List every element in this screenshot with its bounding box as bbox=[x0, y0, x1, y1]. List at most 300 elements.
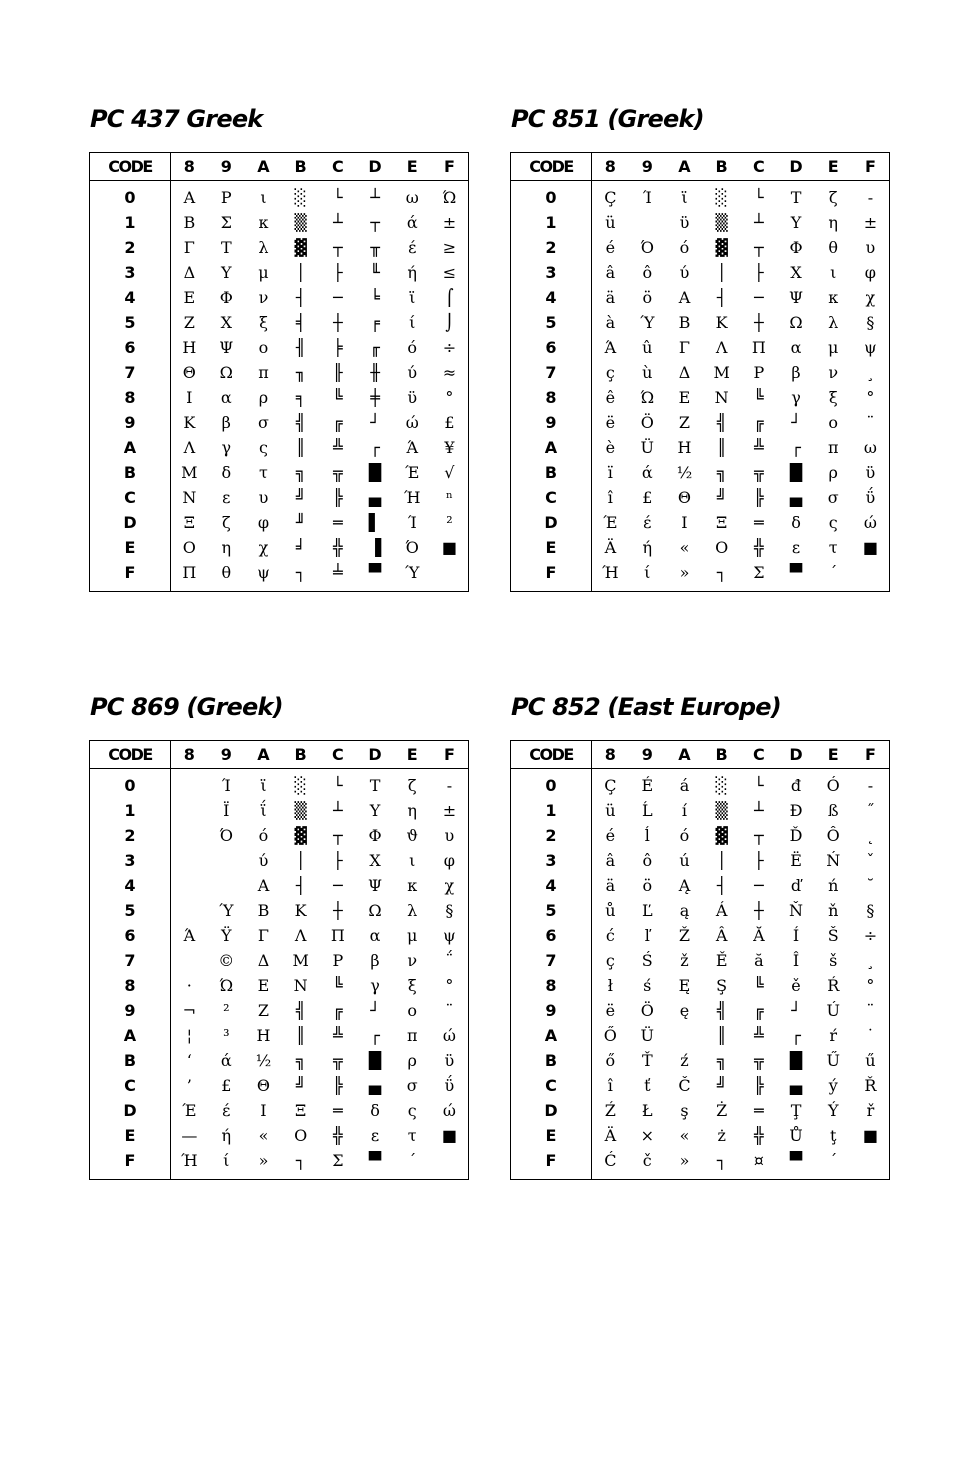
character-cell: ─ bbox=[333, 876, 343, 895]
character-cell: Ω bbox=[219, 363, 233, 382]
character-cell: ψ bbox=[257, 563, 270, 582]
character-cell bbox=[171, 848, 208, 873]
row-code: 3 bbox=[90, 260, 171, 285]
code-column-header: CODE bbox=[511, 741, 592, 769]
column-header-row bbox=[511, 741, 889, 769]
character-cell: λ bbox=[828, 313, 839, 332]
character-cell: ˙ bbox=[866, 1026, 875, 1045]
character-cell: ç bbox=[605, 363, 615, 382]
column-header: 8 bbox=[171, 153, 208, 181]
character-cell: ╠ bbox=[754, 1076, 764, 1095]
character-cell: Ř bbox=[864, 1076, 877, 1095]
character-cell: ░ bbox=[715, 776, 728, 795]
character-cell: Ä bbox=[604, 1126, 617, 1145]
character-cell: Έ bbox=[405, 463, 420, 482]
character-cell: ▄ bbox=[789, 1076, 803, 1095]
character-cell: ▓ bbox=[715, 238, 728, 257]
character-cell: ε bbox=[791, 538, 801, 557]
character-cell: ┴ bbox=[754, 801, 764, 820]
character-cell: Χ bbox=[790, 263, 802, 282]
character-cell: ο bbox=[828, 413, 839, 432]
character-cell bbox=[171, 873, 208, 898]
character-cell: Ö bbox=[640, 1001, 654, 1020]
character-cell: « bbox=[258, 1126, 269, 1145]
character-cell: ┘ bbox=[370, 1001, 380, 1020]
table-row bbox=[90, 560, 468, 591]
column-header: C bbox=[740, 741, 777, 769]
character-cell: Γ bbox=[257, 926, 270, 945]
character-cell: μ bbox=[828, 338, 839, 357]
character-cell: Φ bbox=[368, 826, 382, 845]
character-cell: κ bbox=[407, 876, 418, 895]
table-row bbox=[90, 535, 468, 560]
character-cell: ╞ bbox=[333, 338, 343, 357]
character-cell: ┌ bbox=[370, 438, 380, 457]
column-header-row bbox=[511, 153, 889, 181]
character-cell: ╘ bbox=[370, 288, 380, 307]
character-cell: Ď bbox=[789, 826, 803, 845]
character-cell: Ů bbox=[789, 1126, 803, 1145]
character-cell: Ť bbox=[641, 1051, 653, 1070]
character-cell: û bbox=[642, 338, 653, 357]
character-cell: Ρ bbox=[220, 188, 232, 207]
row-code: 4 bbox=[90, 873, 171, 898]
table-row bbox=[90, 310, 468, 335]
character-cell: ■ bbox=[862, 1126, 878, 1145]
row-code: F bbox=[90, 1148, 171, 1179]
character-cell: ▄ bbox=[368, 1076, 382, 1095]
character-cell: ─ bbox=[333, 288, 343, 307]
table-row bbox=[511, 335, 889, 360]
character-cell: ° bbox=[445, 388, 454, 407]
character-cell: ϑ bbox=[406, 826, 418, 845]
character-cell: ╛ bbox=[295, 538, 306, 557]
character-cell: Ű bbox=[826, 1051, 840, 1070]
character-cell: ╣ bbox=[295, 413, 306, 432]
row-code: 6 bbox=[511, 923, 592, 948]
character-cell: Ϋ bbox=[221, 926, 232, 945]
table-row bbox=[90, 1148, 468, 1179]
character-cell: — bbox=[181, 1126, 198, 1145]
row-code: 5 bbox=[511, 898, 592, 923]
table-row bbox=[90, 848, 468, 873]
column-header: 8 bbox=[592, 741, 629, 769]
column-header: C bbox=[740, 153, 777, 181]
character-cell bbox=[852, 1148, 889, 1179]
table-row bbox=[511, 435, 889, 460]
character-cell: Δ bbox=[678, 363, 691, 382]
table-row bbox=[90, 823, 468, 848]
character-cell: £ bbox=[221, 1076, 232, 1095]
character-cell: υ bbox=[865, 238, 876, 257]
row-code: 8 bbox=[90, 385, 171, 410]
character-cell: ν bbox=[407, 951, 418, 970]
character-cell: ε bbox=[222, 488, 231, 507]
character-cell: ╚ bbox=[754, 388, 764, 407]
table-row bbox=[511, 181, 889, 211]
character-cell: ┴ bbox=[333, 801, 343, 820]
row-code: 1 bbox=[90, 798, 171, 823]
column-header: F bbox=[852, 741, 889, 769]
character-cell: ■ bbox=[441, 538, 457, 557]
table-row bbox=[90, 1023, 468, 1048]
character-cell: Μ bbox=[181, 463, 198, 482]
character-cell: ≈ bbox=[442, 363, 457, 382]
character-cell: Ν bbox=[293, 976, 308, 995]
character-cell: ┬ bbox=[754, 826, 764, 845]
character-cell: ³ bbox=[223, 1026, 230, 1045]
character-cell: ╩ bbox=[333, 438, 343, 457]
character-cell: ║ bbox=[295, 438, 306, 457]
character-cell: ś bbox=[643, 976, 652, 995]
character-cell: Ę bbox=[678, 976, 691, 995]
character-cell: ± bbox=[863, 213, 878, 232]
character-cell: κ bbox=[258, 213, 269, 232]
column-header: E bbox=[815, 153, 852, 181]
character-cell: ĺ bbox=[644, 826, 650, 845]
table-row bbox=[511, 260, 889, 285]
row-code: 6 bbox=[511, 335, 592, 360]
character-cell: ╢ bbox=[295, 338, 306, 357]
character-cell: â bbox=[605, 851, 616, 870]
character-cell: ▒ bbox=[294, 213, 307, 232]
column-header: F bbox=[431, 153, 468, 181]
character-cell: Τ bbox=[790, 188, 802, 207]
character-cell: ■ bbox=[441, 1126, 457, 1145]
character-cell: Υ bbox=[369, 801, 381, 820]
character-cell: ½ bbox=[255, 1051, 272, 1070]
character-cell: ¨ bbox=[866, 1001, 875, 1020]
character-cell: Ξ bbox=[295, 1101, 307, 1120]
character-cell: ö bbox=[642, 876, 653, 895]
character-cell: Ώ bbox=[640, 388, 655, 407]
row-code: C bbox=[90, 1073, 171, 1098]
row-code: 7 bbox=[511, 360, 592, 385]
character-cell: Η bbox=[182, 338, 197, 357]
character-cell: │ bbox=[295, 263, 306, 282]
row-code: E bbox=[511, 1123, 592, 1148]
character-cell: Θ bbox=[182, 363, 196, 382]
character-cell: » bbox=[679, 1151, 690, 1170]
character-cell: ϊ bbox=[260, 776, 267, 795]
row-code: B bbox=[511, 1048, 592, 1073]
character-cell: Α bbox=[183, 188, 196, 207]
character-cell: é bbox=[605, 238, 616, 257]
character-cell: Ζ bbox=[678, 413, 691, 432]
character-cell: ¦ bbox=[186, 1026, 193, 1045]
table-row bbox=[90, 898, 468, 923]
table-row bbox=[511, 1148, 889, 1179]
table-row bbox=[511, 948, 889, 973]
character-cell: Ζ bbox=[257, 1001, 270, 1020]
character-cell: ² bbox=[223, 1001, 230, 1020]
character-cell: ’ bbox=[186, 1076, 192, 1095]
character-cell: ± bbox=[442, 801, 457, 820]
row-code: 0 bbox=[90, 769, 171, 799]
character-cell: Ί bbox=[407, 513, 417, 532]
column-header: 9 bbox=[208, 153, 245, 181]
character-cell: Υ bbox=[790, 213, 802, 232]
character-cell: ┼ bbox=[333, 901, 343, 920]
character-cell: î bbox=[607, 1076, 613, 1095]
character-cell: £ bbox=[444, 413, 455, 432]
table-title: PC 869 (Greek) bbox=[90, 693, 283, 721]
table-row bbox=[511, 310, 889, 335]
character-cell: υ bbox=[444, 826, 455, 845]
character-cell: Ľ bbox=[641, 901, 653, 920]
table-row bbox=[511, 973, 889, 998]
character-cell bbox=[171, 898, 208, 923]
character-cell bbox=[629, 210, 666, 235]
row-code: A bbox=[511, 435, 592, 460]
character-cell: Ι bbox=[681, 513, 688, 532]
character-cell: │ bbox=[716, 263, 727, 282]
table-row bbox=[511, 385, 889, 410]
character-cell: ┬ bbox=[754, 238, 764, 257]
character-cell: Ź bbox=[604, 1101, 616, 1120]
table-row bbox=[511, 510, 889, 535]
character-cell: ρ bbox=[258, 388, 269, 407]
table-row bbox=[90, 335, 468, 360]
character-cell: η bbox=[221, 538, 232, 557]
row-code: 7 bbox=[90, 360, 171, 385]
character-cell: ⁿ bbox=[445, 488, 453, 507]
character-cell: ´ bbox=[829, 563, 838, 582]
table-row bbox=[90, 798, 468, 823]
character-cell: ┐ bbox=[716, 1151, 727, 1170]
character-cell: ΰ bbox=[444, 1076, 455, 1095]
row-code: 6 bbox=[90, 923, 171, 948]
character-cell: ┌ bbox=[791, 1026, 801, 1045]
character-cell bbox=[208, 848, 245, 873]
character-cell: σ bbox=[827, 488, 839, 507]
character-cell: £ bbox=[642, 488, 653, 507]
character-cell: █ bbox=[368, 1051, 382, 1070]
table-row bbox=[90, 998, 468, 1023]
table-row bbox=[90, 1123, 468, 1148]
character-cell: ή bbox=[407, 263, 418, 282]
character-cell: π bbox=[406, 1026, 418, 1045]
character-cell: δ bbox=[791, 513, 801, 532]
character-cell: Θ bbox=[256, 1076, 271, 1095]
row-code: 8 bbox=[90, 973, 171, 998]
character-cell: ─ bbox=[754, 876, 764, 895]
column-header-row bbox=[90, 153, 468, 181]
table-row bbox=[90, 510, 468, 535]
character-cell: « bbox=[679, 1126, 690, 1145]
character-cell: ┤ bbox=[295, 288, 306, 307]
character-cell: Λ bbox=[294, 926, 307, 945]
table-row bbox=[511, 798, 889, 823]
character-cell: ╠ bbox=[333, 488, 343, 507]
column-header: F bbox=[852, 153, 889, 181]
row-code: F bbox=[511, 560, 592, 591]
character-cell: χ bbox=[865, 288, 876, 307]
row-code: D bbox=[511, 1098, 592, 1123]
character-cell: γ bbox=[370, 976, 380, 995]
character-cell: ┴ bbox=[370, 188, 380, 207]
table-row bbox=[90, 181, 468, 211]
character-cell: ľ bbox=[644, 926, 650, 945]
character-cell: ╗ bbox=[716, 463, 727, 482]
character-cell: ς bbox=[258, 438, 268, 457]
character-cell: Γ bbox=[183, 238, 195, 257]
character-cell: ╚ bbox=[333, 388, 343, 407]
character-cell: ν bbox=[828, 363, 839, 382]
character-cell: ‘ bbox=[186, 1051, 192, 1070]
character-cell: ż bbox=[717, 1126, 726, 1145]
character-cell: έ bbox=[222, 1101, 231, 1120]
character-cell: ζ bbox=[828, 188, 838, 207]
character-cell: Ό bbox=[405, 538, 419, 557]
table-row bbox=[90, 1073, 468, 1098]
character-cell: ╧ bbox=[333, 563, 343, 582]
character-cell: χ bbox=[444, 876, 455, 895]
character-cell: ┐ bbox=[295, 563, 306, 582]
character-cell: â bbox=[605, 263, 616, 282]
character-cell: ϋ bbox=[444, 1051, 455, 1070]
character-cell: Ĺ bbox=[641, 801, 653, 820]
character-cell: ╣ bbox=[295, 1001, 306, 1020]
row-code: 5 bbox=[90, 898, 171, 923]
character-cell: γ bbox=[221, 438, 232, 457]
table-row bbox=[511, 360, 889, 385]
character-cell: ░ bbox=[715, 188, 728, 207]
character-cell: ╡ bbox=[295, 313, 306, 332]
character-cell: ň bbox=[828, 901, 839, 920]
character-cell: ╟ bbox=[333, 363, 343, 382]
code-column-header: CODE bbox=[90, 741, 171, 769]
character-cell: č bbox=[642, 1151, 652, 1170]
table-row bbox=[90, 360, 468, 385]
character-cell: ╝ bbox=[716, 488, 727, 507]
character-cell: ä bbox=[605, 288, 616, 307]
character-cell: ï bbox=[607, 463, 613, 482]
character-cell: ü bbox=[605, 801, 616, 820]
character-cell: ┤ bbox=[716, 876, 727, 895]
character-cell: ß bbox=[827, 801, 839, 820]
character-cell: Β bbox=[678, 313, 691, 332]
character-cell: ┌ bbox=[791, 438, 801, 457]
character-cell: ψ bbox=[864, 338, 877, 357]
character-cell: ╩ bbox=[333, 1026, 343, 1045]
table-row bbox=[511, 1098, 889, 1123]
character-cell: Σ bbox=[220, 213, 232, 232]
character-cell: Ρ bbox=[332, 951, 344, 970]
row-code: 0 bbox=[511, 181, 592, 211]
row-code: E bbox=[90, 535, 171, 560]
character-cell: Ä bbox=[604, 538, 617, 557]
character-cell: Ń bbox=[826, 851, 841, 870]
character-cell: ± bbox=[442, 213, 457, 232]
character-cell: - bbox=[867, 188, 874, 207]
character-cell bbox=[171, 769, 208, 799]
character-cell: ύ bbox=[407, 363, 418, 382]
character-cell: ú bbox=[679, 851, 690, 870]
code-column-header: CODE bbox=[90, 153, 171, 181]
character-cell: │ bbox=[716, 851, 727, 870]
character-cell: γ bbox=[791, 388, 801, 407]
character-cell: ╣ bbox=[716, 413, 727, 432]
character-cell: ² bbox=[446, 513, 453, 532]
character-cell: ┼ bbox=[333, 313, 343, 332]
character-cell: Ω bbox=[368, 901, 382, 920]
character-cell: ┬ bbox=[333, 826, 343, 845]
character-cell: Γ bbox=[678, 338, 691, 357]
character-cell: Ü bbox=[640, 1026, 655, 1045]
character-cell: φ bbox=[864, 263, 876, 282]
character-cell: Ν bbox=[714, 388, 729, 407]
character-cell: ═ bbox=[333, 1101, 343, 1120]
row-code: D bbox=[511, 510, 592, 535]
character-cell: ω bbox=[863, 438, 877, 457]
character-cell: ł bbox=[607, 976, 613, 995]
character-cell: ý bbox=[828, 1076, 838, 1095]
character-cell: ΰ bbox=[865, 488, 876, 507]
character-cell: ▀ bbox=[789, 1151, 803, 1170]
character-cell: ¸ bbox=[866, 363, 875, 382]
character-cell: ° bbox=[445, 976, 454, 995]
character-cell: Ύ bbox=[219, 901, 234, 920]
character-cell: ▐ bbox=[368, 538, 382, 557]
character-cell: ╪ bbox=[370, 388, 380, 407]
character-cell: ≥ bbox=[442, 238, 457, 257]
character-cell: ό bbox=[407, 338, 418, 357]
character-cell: έ bbox=[643, 513, 652, 532]
code-table-body bbox=[90, 769, 468, 1180]
character-cell: π bbox=[827, 438, 839, 457]
character-cell: ▀ bbox=[368, 563, 382, 582]
character-cell: █ bbox=[789, 1051, 803, 1070]
row-code: F bbox=[511, 1148, 592, 1179]
character-cell: à bbox=[605, 313, 616, 332]
table-row bbox=[511, 485, 889, 510]
character-cell: └ bbox=[754, 188, 764, 207]
character-cell: Φ bbox=[219, 288, 233, 307]
character-cell: ή bbox=[642, 538, 653, 557]
character-cell: Ή bbox=[602, 563, 619, 582]
row-code: 3 bbox=[511, 848, 592, 873]
character-cell: ο bbox=[407, 1001, 418, 1020]
character-cell bbox=[852, 560, 889, 591]
character-cell: Ç bbox=[604, 776, 617, 795]
column-header: B bbox=[703, 741, 740, 769]
character-cell: Μ bbox=[713, 363, 730, 382]
column-header: E bbox=[815, 741, 852, 769]
character-cell: ¥ bbox=[444, 438, 455, 457]
character-cell: Ý bbox=[827, 1101, 839, 1120]
character-cell: ą bbox=[679, 901, 690, 920]
character-cell: ό bbox=[258, 826, 269, 845]
table-row bbox=[511, 873, 889, 898]
column-header: D bbox=[356, 741, 393, 769]
character-cell: Ο bbox=[715, 538, 729, 557]
character-cell: Χ bbox=[220, 313, 232, 332]
character-cell: ╗ bbox=[295, 463, 306, 482]
table-row bbox=[511, 1073, 889, 1098]
character-cell: ° bbox=[866, 976, 875, 995]
character-cell: α bbox=[369, 926, 381, 945]
character-cell: ν bbox=[258, 288, 269, 307]
row-code: 5 bbox=[511, 310, 592, 335]
table-row bbox=[90, 923, 468, 948]
character-cell: ¤ bbox=[753, 1151, 764, 1170]
character-cell: β bbox=[221, 413, 231, 432]
character-cell: Ί bbox=[221, 776, 231, 795]
table-title: PC 851 (Greek) bbox=[511, 105, 704, 133]
row-code: 8 bbox=[511, 385, 592, 410]
character-cell: Σ bbox=[332, 1151, 344, 1170]
